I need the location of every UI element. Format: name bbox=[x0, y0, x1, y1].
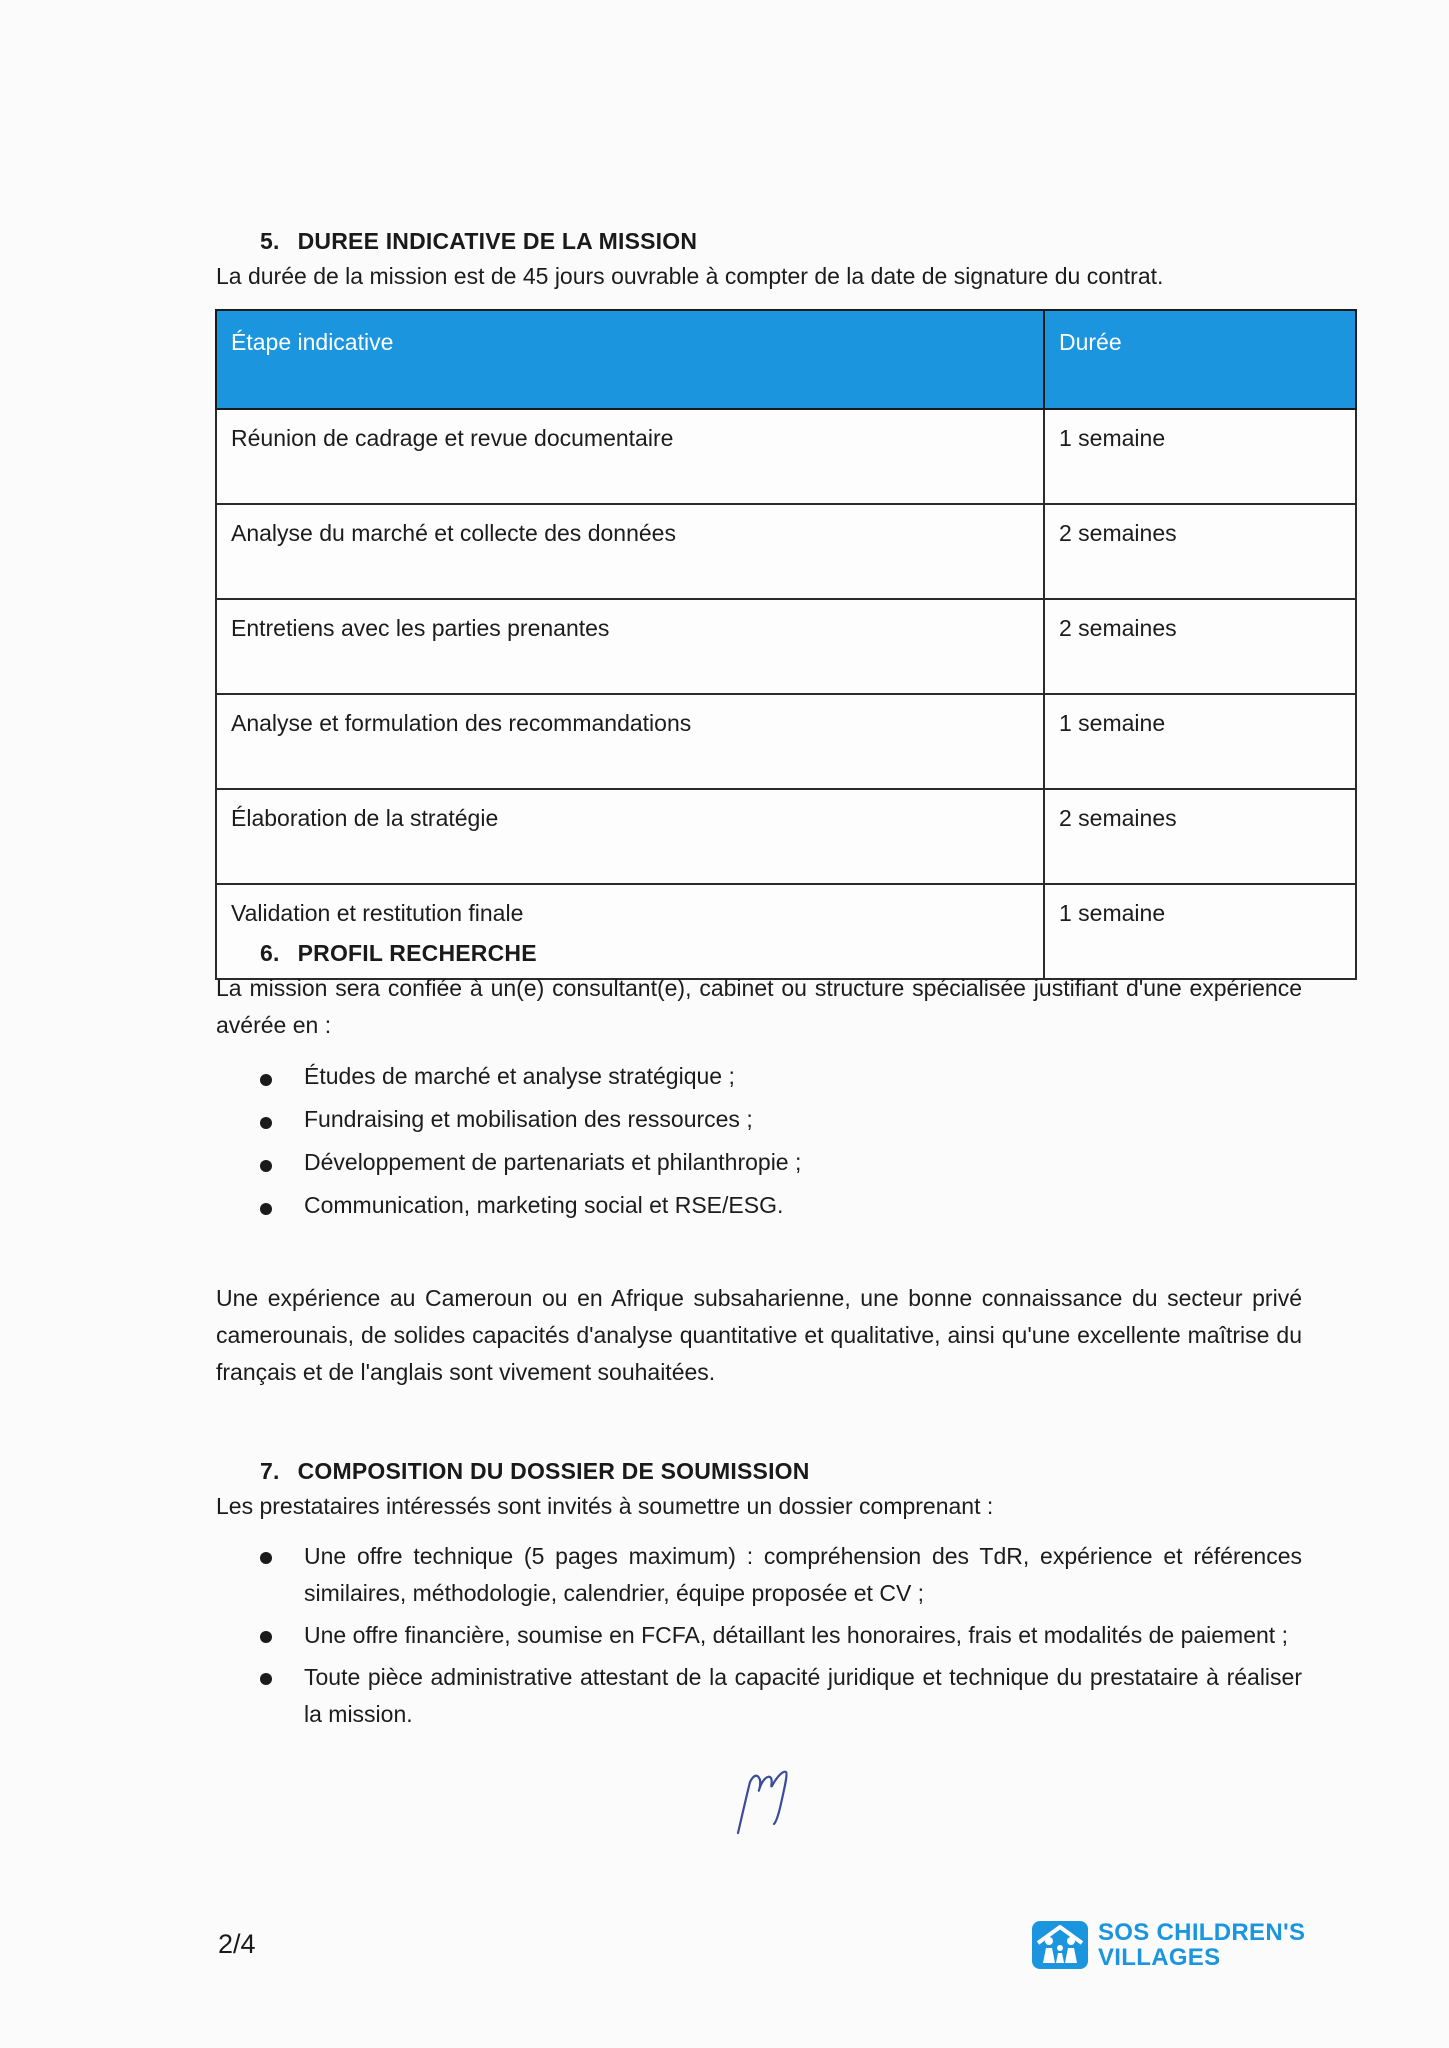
profile-bullet-list bbox=[250, 1061, 1302, 1233]
bullet-icon bbox=[260, 1074, 272, 1086]
bullet-icon bbox=[260, 1552, 272, 1564]
section-6-closing: Une expérience au Cameroun ou en Afrique subsaharienne, une bonne connaissance du secteur privé camerounais, de solides capacités d'analyse quantitative et qualitative, ainsi qu'une excellente maîtrise du français et de l'anglais sont vivement souhaitées. bbox=[216, 1285, 1302, 1385]
section-7-number: 7. bbox=[260, 1458, 280, 1484]
section-5-heading bbox=[260, 228, 697, 255]
section-5-title: DUREE INDICATIVE DE LA MISSION bbox=[297, 228, 698, 254]
section-5-number: 5. bbox=[260, 228, 280, 254]
list-item-text: Communication, marketing social et RSE/ESG. bbox=[304, 1192, 784, 1218]
table-cell-duration: 2 semaines bbox=[1044, 504, 1356, 599]
list-item bbox=[250, 1617, 1302, 1654]
table-cell-duration: 1 semaine bbox=[1044, 884, 1356, 979]
list-item-text: Développement de partenariats et philanthropie ; bbox=[304, 1149, 802, 1175]
list-item bbox=[250, 1659, 1302, 1733]
page-number: 2/4 bbox=[218, 1929, 256, 1959]
table-cell-duration: 2 semaines bbox=[1044, 599, 1356, 694]
bullet-icon bbox=[260, 1673, 272, 1685]
table-cell-step: Entretiens avec les parties prenantes bbox=[216, 599, 1044, 694]
list-item-text: Une offre technique (5 pages maximum) : compréhension des TdR, expérience et références similaires, méthodologie, calendrier, équipe proposée et CV ; bbox=[304, 1543, 1302, 1606]
table-cell-duration: 2 semaines bbox=[1044, 789, 1356, 884]
table-header-row bbox=[216, 310, 1356, 409]
list-item-text: Études de marché et analyse stratégique ; bbox=[304, 1063, 735, 1089]
table-row bbox=[216, 694, 1356, 789]
table-row bbox=[216, 409, 1356, 504]
section-6-title: PROFIL RECHERCHE bbox=[297, 940, 537, 966]
table-row bbox=[216, 789, 1356, 884]
list-item bbox=[250, 1147, 1302, 1177]
table-cell-duration: 1 semaine bbox=[1044, 694, 1356, 789]
logo-line-1: SOS CHILDREN'S bbox=[1098, 1919, 1306, 1946]
bullet-icon bbox=[260, 1160, 272, 1172]
table-row bbox=[216, 504, 1356, 599]
submission-bullet-list bbox=[250, 1538, 1302, 1738]
duration-table bbox=[215, 309, 1357, 980]
table-row bbox=[216, 599, 1356, 694]
list-item-text: Fundraising et mobilisation des ressources ; bbox=[304, 1106, 753, 1132]
table-cell-step: Analyse et formulation des recommandations bbox=[216, 694, 1044, 789]
list-item bbox=[250, 1190, 1302, 1220]
sos-children-villages-icon bbox=[1032, 1921, 1088, 1969]
sos-logo bbox=[1032, 1920, 1305, 1970]
logo-text bbox=[1098, 1920, 1305, 1970]
section-5-intro: La durée de la mission est de 45 jours ouvrable à compter de la date de signature du contrat. bbox=[216, 263, 1164, 289]
table-cell-step: Analyse du marché et collecte des données bbox=[216, 504, 1044, 599]
section-7-title: COMPOSITION DU DOSSIER DE SOUMISSION bbox=[297, 1458, 810, 1484]
signature-initials bbox=[728, 1738, 818, 1838]
bullet-icon bbox=[260, 1631, 272, 1643]
table-cell-step: Validation et restitution finale bbox=[216, 884, 1044, 979]
section-6-intro: La mission sera confiée à un(e) consultant(e), cabinet ou structure spécialisée justifiant d'une expérience avérée en : bbox=[216, 975, 1302, 1038]
table-cell-step: Élaboration de la stratégie bbox=[216, 789, 1044, 884]
section-6-heading bbox=[260, 940, 537, 967]
bullet-icon bbox=[260, 1203, 272, 1215]
list-item-text: Une offre financière, soumise en FCFA, détaillant les honoraires, frais et modalités de paiement ; bbox=[304, 1622, 1288, 1648]
list-item bbox=[250, 1061, 1302, 1091]
bullet-icon bbox=[260, 1117, 272, 1129]
list-item-text: Toute pièce administrative attestant de la capacité juridique et technique du prestataire à réaliser la mission. bbox=[304, 1664, 1302, 1727]
table-header-duration: Durée bbox=[1044, 310, 1356, 409]
list-item bbox=[250, 1104, 1302, 1134]
table-cell-step: Réunion de cadrage et revue documentaire bbox=[216, 409, 1044, 504]
section-6-number: 6. bbox=[260, 940, 280, 966]
table-cell-duration: 1 semaine bbox=[1044, 409, 1356, 504]
table-header-step: Étape indicative bbox=[216, 310, 1044, 409]
logo-line-2: VILLAGES bbox=[1098, 1944, 1221, 1971]
list-item bbox=[250, 1538, 1302, 1612]
section-7-intro: Les prestataires intéressés sont invités à soumettre un dossier comprenant : bbox=[216, 1493, 994, 1519]
section-7-heading bbox=[260, 1458, 810, 1485]
